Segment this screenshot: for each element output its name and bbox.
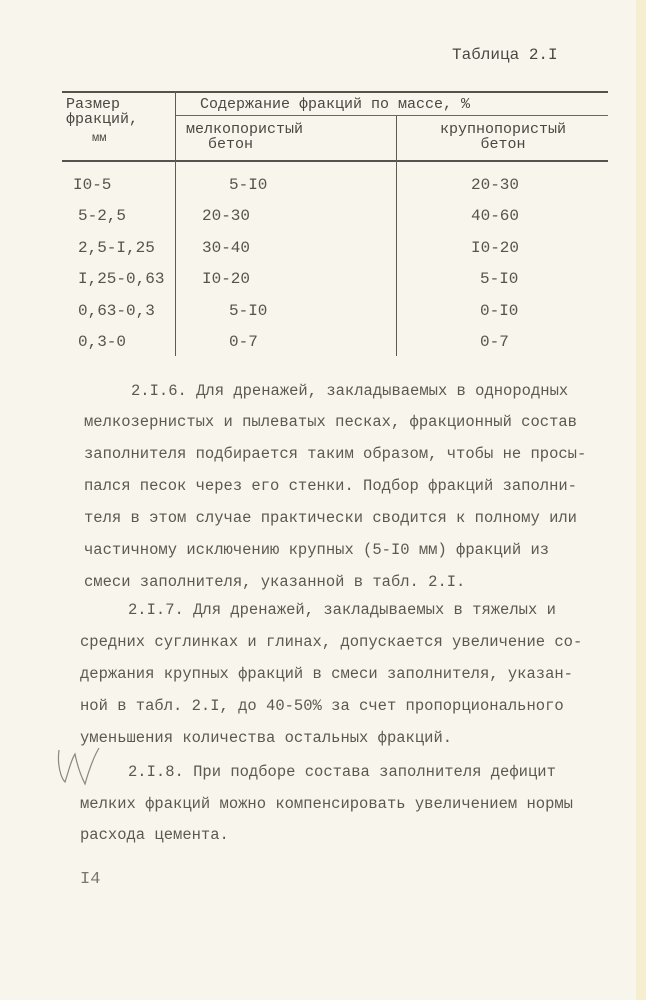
table-group-rule [175,115,608,116]
handwritten-check-mark [55,740,105,790]
text-line: мелких фракций можно компенсировать увеличением нормы [80,795,573,813]
cell-coarse: 5-I0 [480,270,519,288]
header-size-unit: мм [92,131,107,145]
cell-size: I0-5 [73,176,112,194]
text-line: держания крупных фракций в смеси заполнителя, указан- [80,665,573,683]
header-fine-concrete [178,122,393,152]
cell-coarse: 40-60 [471,207,520,225]
cell-fine: 5-I0 [229,176,268,194]
cell-coarse: 0-I0 [480,302,519,320]
table-header-rule [62,160,608,162]
text-line: расхода цемента. [80,826,229,844]
header-group: Содержание фракций по массе, % [200,96,471,113]
text-line: теля в этом случае практически сводится к полному или [84,509,577,527]
header-coarse-line: бетон [480,136,526,153]
text-line: смеси заполнителя, указанной в табл. 2.I. [84,573,466,591]
cell-size: 0,3-0 [78,333,127,351]
text-line: 2.I.8. При подборе состава заполнителя дефицит [128,763,556,781]
text-line: частичному исключению крупных (5-I0 мм) фракций из [84,541,550,559]
cell-coarse: I0-20 [471,239,520,257]
page-edge [636,0,646,1000]
cell-coarse: 0-7 [480,333,509,351]
header-fine-line: мелкопористый [186,121,304,138]
cell-fine: I0-20 [202,270,251,288]
text-line: мелкозернистых и пылеватых песках, фракционный состав [84,413,577,431]
cell-fine: 20-30 [202,207,251,225]
cell-size: 2,5-I,25 [78,239,155,257]
table-caption: Таблица 2.I [452,46,558,64]
cell-coarse: 20-30 [471,176,520,194]
text-line: 2.I.7. Для дренажей, закладываемых в тяжелых и [128,601,556,619]
header-size-line: фракций, [66,111,139,128]
text-line: уменьшения количества остальных фракций. [80,729,453,747]
header-size-line: Размер [66,96,121,113]
header-coarse-concrete [398,122,608,152]
cell-fine: 5-I0 [229,302,268,320]
table-divider-2 [396,116,397,356]
page-number: I4 [80,870,101,889]
header-size [66,97,166,146]
cell-size: I,25-0,63 [78,270,165,288]
text-line: пался песок через его стенки. Подбор фракций заполни- [84,477,577,495]
text-line: ной в табл. 2.I, до 40-50% за счет пропорционального [80,697,564,715]
table-top-rule [62,91,608,93]
cell-size: 0,63-0,3 [78,302,155,320]
table-divider-1 [175,91,176,356]
header-fine-line: бетон [208,136,254,153]
cell-fine: 0-7 [229,333,258,351]
text-line: 2.I.6. Для дренажей, закладываемых в однородных [131,382,569,400]
cell-size: 5-2,5 [78,207,127,225]
text-line: заполнителя подбирается таким образом, чтобы не просы- [84,445,587,463]
text-line: средних суглинках и глинах, допускается увеличение со- [80,633,583,651]
header-coarse-line: крупнопористый [439,121,567,138]
cell-fine: 30-40 [202,239,251,257]
